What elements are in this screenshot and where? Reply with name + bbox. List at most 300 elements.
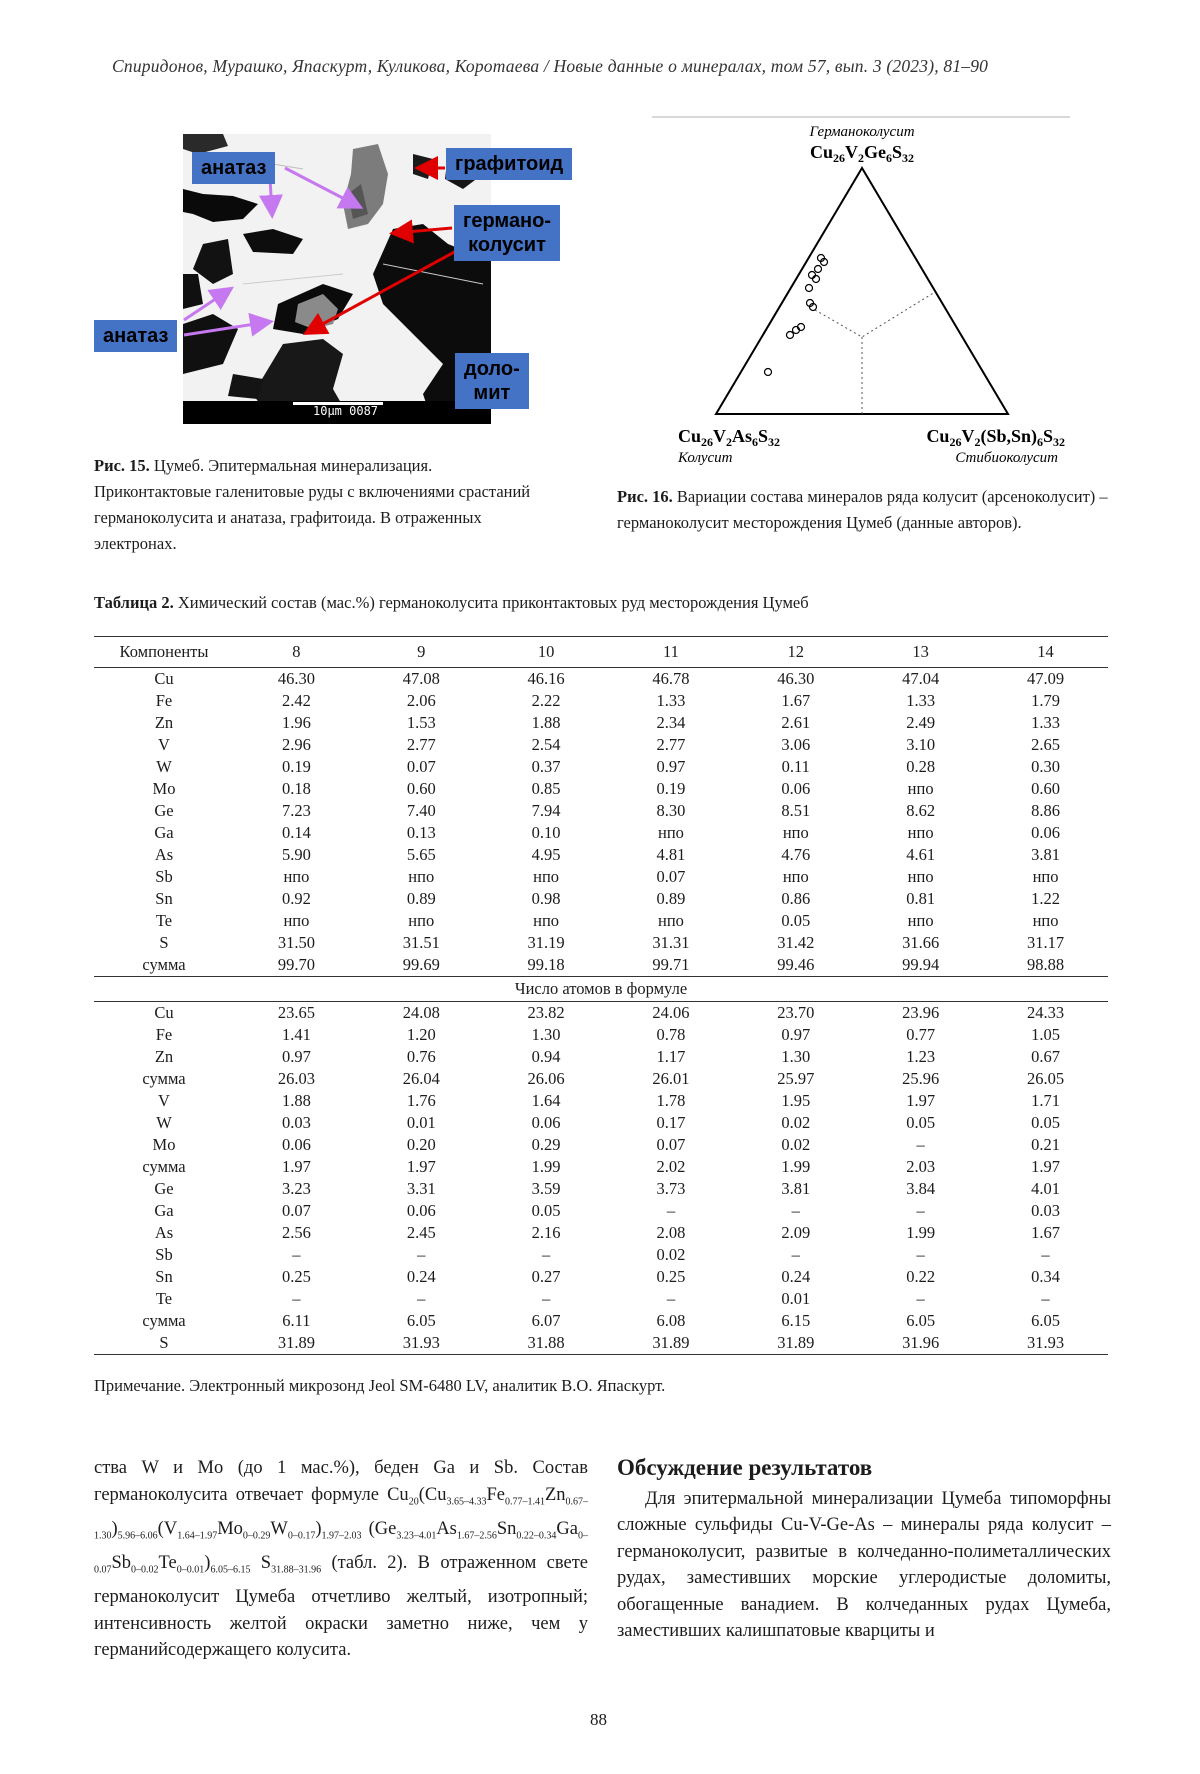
column-header: 11: [663, 642, 679, 661]
table-cell: 31.93: [983, 1332, 1108, 1355]
table-cell: 2.54: [531, 735, 561, 754]
label-dolomite: доло- мит: [455, 353, 529, 409]
table-cell: 2.09: [781, 1223, 811, 1242]
table-cell: 6.15: [781, 1311, 811, 1330]
table-cell: 31.88: [484, 1332, 609, 1355]
table-cell: 0.19: [656, 779, 686, 798]
table-cell: 2.34: [656, 713, 686, 732]
table-cell: 2.45: [406, 1223, 436, 1242]
row-label: сумма: [142, 1157, 186, 1176]
table-cell: 2.96: [281, 735, 311, 754]
vertex-left-name: Колусит: [678, 450, 733, 466]
row-label: S: [159, 933, 169, 952]
data-point: [813, 276, 820, 283]
table-cell: 1.99: [781, 1157, 811, 1176]
table-cell: 0.07: [281, 1201, 311, 1220]
table-row: [94, 1266, 1108, 1288]
table-cell: 2.49: [906, 713, 936, 732]
table-cell: 1.99: [531, 1157, 561, 1176]
table-cell: 99.70: [277, 955, 315, 974]
table-cell: 3.59: [531, 1179, 561, 1198]
table-cell: 8.86: [1031, 801, 1060, 820]
table-cell: 0.98: [531, 889, 561, 908]
table-cell: 1.76: [406, 1091, 436, 1110]
table-cell: 46.30: [277, 669, 315, 688]
table-cell: 31.51: [402, 933, 440, 952]
table-cell: 3.23: [281, 1179, 311, 1198]
row-label: Sn: [155, 1267, 173, 1286]
table-cell: 31.66: [902, 933, 940, 952]
table-cell: 1.41: [281, 1025, 311, 1044]
table-cell: 46.30: [777, 669, 815, 688]
table-cell: 0.02: [781, 1113, 811, 1132]
table-cell: 31.50: [277, 933, 315, 952]
table-cell: 4.61: [906, 845, 936, 864]
data-point: [806, 285, 813, 292]
table-row: [94, 778, 1108, 800]
table-cell: 7.40: [406, 801, 436, 820]
table-row: [94, 712, 1108, 734]
table-cell: 1.96: [281, 713, 311, 732]
table-row: [94, 668, 1108, 691]
table-cell: 0.06: [406, 1201, 436, 1220]
table-cell: нпо: [907, 779, 934, 798]
row-label: Fe: [155, 1025, 173, 1044]
table-cell: 0.21: [1031, 1135, 1060, 1154]
table-cell: 99.94: [902, 955, 940, 974]
row-label: W: [156, 1113, 172, 1132]
table-cell: 47.04: [902, 669, 940, 688]
label-germanocolusite: германо- колусит: [454, 205, 560, 261]
running-header: Спиридонов, Мурашко, Япаскурт, Куликова, Коротаева / Новые данные о минералах, том 57, вып. 3 (2023), 81–90: [112, 56, 989, 76]
scale-bar: 10μm 0087: [183, 401, 491, 424]
figure-16-ternary: [650, 112, 1080, 472]
row-label: Cu: [154, 669, 174, 688]
table-cell: 3.10: [906, 735, 936, 754]
table-cell: –: [916, 1201, 925, 1220]
column-header: 14: [1037, 642, 1054, 661]
row-label: Te: [155, 911, 173, 930]
row-label: Fe: [155, 691, 173, 710]
table-cell: 1.78: [656, 1091, 686, 1110]
table-cell: 0.60: [1031, 779, 1060, 798]
row-label: Mo: [152, 779, 176, 798]
table-cell: –: [1041, 1245, 1050, 1264]
table-cell: 25.96: [902, 1069, 940, 1088]
table-cell: 99.71: [652, 955, 690, 974]
table-cell: –: [666, 1201, 676, 1220]
row-label: W: [156, 757, 172, 776]
table-cell: 31.17: [1026, 933, 1065, 952]
table-cell: –: [417, 1289, 426, 1308]
table-cell: –: [417, 1245, 426, 1264]
table-cell: 0.17: [656, 1113, 686, 1132]
table-cell: 0.29: [531, 1135, 561, 1154]
table-cell: нпо: [907, 823, 934, 842]
table-cell: 0.03: [281, 1113, 311, 1132]
vertex-right-name: Стибиоколусит: [955, 450, 1058, 466]
table-cell: –: [791, 1201, 800, 1220]
table-cell: 1.05: [1031, 1025, 1060, 1044]
table-cell: 0.25: [281, 1267, 311, 1286]
row-label: Zn: [154, 713, 174, 732]
table-cell: 0.97: [281, 1047, 311, 1066]
vertex-left-formula: $Cu_{26}V_2As_6S_{32}$: [678, 426, 781, 449]
label-anatase-top: анатаз: [192, 152, 275, 184]
table-cell: 1.22: [1031, 889, 1060, 908]
table-row: [94, 1222, 1108, 1244]
table-cell: 0.24: [406, 1267, 436, 1286]
table-row: [94, 888, 1108, 910]
table-cell: –: [666, 1289, 676, 1308]
table-cell: 2.61: [781, 713, 811, 732]
table-cell: –: [916, 1135, 925, 1154]
table-cell: 0.60: [406, 779, 436, 798]
table-row: [94, 866, 1108, 888]
row-label: Ge: [154, 801, 174, 820]
body-text-right: Обсуждение результатов Для эпитермальной минерализации Цумеба типоморфны сложные сульфиды Cu-V-Ge-As – минералы ряда колусит – германоколусит, развитые в колчеданно-полиметаллических рудах, заместивших морские углеродистые доломиты, обогащенные ванадием. В колчеданных рудах Цумеба, заместивших калишпатовые кварциты и: [617, 1455, 1111, 1641]
table-cell: 7.94: [531, 801, 561, 820]
row-label: Ge: [154, 1179, 174, 1198]
table-subheader-row: [94, 977, 1108, 1002]
row-label: Cu: [154, 1003, 174, 1022]
table-cell: 0.81: [906, 889, 936, 908]
table-cell: нпо: [1032, 867, 1059, 886]
table-cell: 2.08: [656, 1223, 686, 1242]
table-cell: 0.06: [1031, 823, 1060, 842]
table-row: [94, 1046, 1108, 1068]
table-cell: 0.07: [656, 1135, 686, 1154]
row-label: сумма: [142, 955, 186, 974]
table-cell: 2.77: [656, 735, 686, 754]
row-label: сумма: [142, 1311, 186, 1330]
column-header: 8: [292, 642, 301, 661]
data-point: [815, 266, 822, 273]
table-row: [94, 1156, 1108, 1178]
table-subheader: Число атомов в формуле: [94, 977, 1108, 1002]
row-label: Sb: [155, 1245, 173, 1264]
table-cell: 31.42: [777, 933, 815, 952]
table-cell: 1.67: [1031, 1223, 1060, 1242]
table-cell: 0.02: [656, 1245, 686, 1264]
table-cell: нпо: [782, 823, 809, 842]
row-label: сумма: [142, 1069, 186, 1088]
table-cell: 1.64: [531, 1091, 561, 1110]
column-header: Компоненты: [119, 642, 209, 661]
table-cell: 26.06: [527, 1069, 565, 1088]
table-cell: 0.25: [656, 1267, 686, 1286]
table-cell: –: [541, 1245, 551, 1264]
table-note: Примечание. Электронный микрозонд Jeol SM-6480 LV, аналитик В.О. Япаскурт.: [94, 1376, 666, 1395]
table-cell: нпо: [408, 867, 435, 886]
data-point: [787, 332, 794, 339]
table-row: [94, 1200, 1108, 1222]
row-label: Sb: [155, 867, 173, 886]
table-cell: 0.27: [531, 1267, 561, 1286]
table-cell: 0.11: [781, 757, 810, 776]
table-cell: нпо: [533, 911, 560, 930]
table-cell: 2.02: [656, 1157, 686, 1176]
table-cell: –: [292, 1289, 301, 1308]
table-cell: 0.86: [781, 889, 811, 908]
table-row: [94, 1178, 1108, 1200]
column-header: 13: [912, 642, 929, 661]
table-cell: 31.89: [733, 1332, 858, 1355]
table-row: [94, 1244, 1108, 1266]
table-cell: 26.03: [277, 1069, 315, 1088]
table-cell: 1.99: [906, 1223, 936, 1242]
row-label: Ga: [154, 823, 174, 842]
table-cell: 23.70: [777, 1003, 815, 1022]
table-cell: 1.67: [781, 691, 811, 710]
table-cell: 1.30: [781, 1047, 811, 1066]
table-cell: 4.81: [656, 845, 686, 864]
table-cell: 0.07: [406, 757, 436, 776]
table-row: [94, 1068, 1108, 1090]
row-label: Zn: [154, 1047, 174, 1066]
table-cell: 0.02: [781, 1135, 811, 1154]
row-label: Ga: [154, 1201, 174, 1220]
table-cell: 99.46: [777, 955, 815, 974]
table-cell: нпо: [283, 867, 310, 886]
table-cell: 99.18: [527, 955, 565, 974]
table-cell: 6.11: [282, 1311, 311, 1330]
table-cell: 0.97: [781, 1025, 811, 1044]
table-cell: 6.05: [1031, 1311, 1060, 1330]
table-2: [94, 636, 1108, 1355]
table-cell: 3.73: [656, 1179, 686, 1198]
table-cell: 24.06: [652, 1003, 690, 1022]
table-cell: нпо: [1032, 911, 1059, 930]
column-header: 10: [537, 642, 555, 661]
table-cell: 0.89: [656, 889, 686, 908]
table-cell: 0.10: [531, 823, 561, 842]
table-cell: 0.14: [281, 823, 311, 842]
vertex-top-formula: $Cu_{26}V_2Ge_6S_{32}$: [809, 142, 915, 165]
table-cell: 5.65: [406, 845, 436, 864]
data-point: [809, 272, 816, 279]
table-cell: 0.24: [781, 1267, 811, 1286]
row-label: V: [158, 1091, 170, 1110]
vertex-right-formula: $Cu_{26}V_2(Sb,Sn)_6S_{32}$: [926, 426, 1065, 449]
table-cell: 0.05: [781, 911, 811, 930]
table-cell: 46.16: [527, 669, 565, 688]
table-cell: 0.20: [406, 1135, 436, 1154]
table-cell: 2.77: [406, 735, 436, 754]
table-cell: 2.03: [906, 1157, 936, 1176]
label-graphitoid: графитоид: [446, 148, 572, 180]
table-cell: 0.89: [406, 889, 436, 908]
table-cell: –: [916, 1245, 925, 1264]
table-cell: 23.65: [277, 1003, 315, 1022]
table-cell: 47.08: [402, 669, 440, 688]
table-cell: 3.31: [406, 1179, 436, 1198]
table-cell: 26.01: [652, 1069, 690, 1088]
vertex-top-name: Германоколусит: [809, 124, 915, 140]
table-cell: 4.01: [1031, 1179, 1060, 1198]
label-anatase-bottom: анатаз: [94, 320, 177, 352]
table-cell: 31.93: [359, 1332, 484, 1355]
table-cell: 1.33: [906, 691, 936, 710]
table-cell: 0.06: [781, 779, 811, 798]
table-cell: нпо: [408, 911, 435, 930]
table-cell: 0.06: [531, 1113, 561, 1132]
table-cell: 3.84: [906, 1179, 936, 1198]
table-row: [94, 1090, 1108, 1112]
table-cell: 0.76: [406, 1047, 436, 1066]
figure-15-caption: Рис. 15. Цумеб. Эпитермальная минерализация. Приконтактовые галенитовые руды с включениями срастаний германоколусита и анатаза, графитоида. В отраженных электронах.: [94, 456, 531, 553]
table-cell: 0.07: [656, 867, 686, 886]
table-row: [94, 756, 1108, 778]
table-cell: 8.62: [906, 801, 936, 820]
table-cell: 4.76: [781, 845, 811, 864]
table-cell: 0.13: [406, 823, 436, 842]
table-cell: 0.18: [281, 779, 311, 798]
table-cell: 5.90: [281, 845, 311, 864]
row-label: As: [154, 845, 174, 864]
table-cell: 2.16: [531, 1223, 561, 1242]
table-cell: 31.19: [527, 933, 565, 952]
table-cell: 3.06: [781, 735, 811, 754]
table-row: [94, 1002, 1108, 1025]
table-cell: нпо: [907, 911, 934, 930]
table-cell: 1.97: [906, 1091, 936, 1110]
row-label: S: [94, 1332, 234, 1355]
table-row: [94, 1332, 1108, 1355]
table-cell: 1.71: [1031, 1091, 1060, 1110]
table-row: [94, 1310, 1108, 1332]
table-row: [94, 1024, 1108, 1046]
table-cell: 25.97: [777, 1069, 815, 1088]
table-cell: 2.65: [1031, 735, 1060, 754]
table-cell: –: [791, 1245, 800, 1264]
table-cell: 0.34: [1031, 1267, 1060, 1286]
table-cell: 2.06: [406, 691, 436, 710]
table-cell: –: [541, 1289, 551, 1308]
table-cell: 2.42: [281, 691, 311, 710]
table-cell: 1.97: [281, 1157, 311, 1176]
row-label: Te: [155, 1289, 173, 1308]
table-cell: 23.82: [527, 1003, 565, 1022]
table-cell: нпо: [533, 867, 560, 886]
table-cell: 0.67: [1031, 1047, 1060, 1066]
table-cell: 4.95: [531, 845, 561, 864]
table-cell: 26.04: [402, 1069, 440, 1088]
table-cell: 0.03: [1031, 1201, 1060, 1220]
table-cell: 3.81: [781, 1179, 811, 1198]
table-cell: –: [916, 1289, 925, 1308]
table-cell: 1.17: [656, 1047, 686, 1066]
table-cell: 1.97: [1031, 1157, 1060, 1176]
row-label: Sn: [155, 889, 173, 908]
table-cell: 0.94: [531, 1047, 561, 1066]
table-cell: 23.96: [902, 1003, 940, 1022]
table-row: [94, 690, 1108, 712]
table-cell: 1.97: [406, 1157, 436, 1176]
table-cell: 24.08: [402, 1003, 440, 1022]
table-cell: нпо: [657, 911, 684, 930]
table-cell: 47.09: [1026, 669, 1065, 688]
table-cell: 0.22: [906, 1267, 936, 1286]
row-label: Mo: [152, 1135, 176, 1154]
table-cell: 1.20: [406, 1025, 436, 1044]
table-cell: 1.79: [1031, 691, 1060, 710]
table-cell: –: [292, 1245, 301, 1264]
table-row: [94, 822, 1108, 844]
table-row: [94, 1288, 1108, 1310]
table-cell: 1.33: [1031, 713, 1060, 732]
table-cell: 7.23: [281, 801, 311, 820]
table-row: [94, 734, 1108, 756]
table-cell: 31.89: [609, 1332, 734, 1355]
body-text-left: ства W и Mo (до 1 мас.%), беден Ga и Sb. Состав германоколусита отвечает формуле $Cu_{20}(Cu_{3.65-4.33}Fe_{0.77-1.41}Zn_{0.67-1.30})_{5.96-6.06}(V_{1.64-1.97}Mo_{0-0.29}W_{0-0.17})_{1.97-2.03}$ $(Ge_{3.23-4.01}As_{1.67-2.56}Sn_{0.22-0.34}Ga_{0-0.07}Sb_{0-0.02}Te_{0-0.01})_{6.05-6.15}$ $S_{31.88-31.96}$ (табл. 2). В отраженном свете германоколусит Цумеба отчетливо желтый, изотропный; интенсивность желтой окраски заметно ниже, чем у германийсодержащего колусита.: [94, 1458, 588, 1661]
section-title: Обсуждение результатов: [617, 1455, 873, 1480]
table-cell: 0.19: [281, 757, 311, 776]
table-cell: 8.30: [656, 801, 686, 820]
row-label: As: [154, 1223, 174, 1242]
table-cell: –: [1041, 1289, 1050, 1308]
table-cell: 1.30: [531, 1025, 561, 1044]
table-row: [94, 932, 1108, 954]
table-cell: 98.88: [1026, 955, 1065, 974]
table-cell: 31.96: [858, 1332, 983, 1355]
table-row: [94, 954, 1108, 977]
table-header-row: [94, 637, 1108, 668]
table-cell: 3.81: [1031, 845, 1060, 864]
table-cell: 24.33: [1026, 1003, 1065, 1022]
table-cell: 26.05: [1026, 1069, 1065, 1088]
table-cell: нпо: [283, 911, 310, 930]
formula: $Cu_{20}(Cu_{3.65-4.33}Fe_{0.77-1.41}Zn_{0.67-1.30})_{5.96-6.06}(V_{1.64-1.97}Mo_{0-0.29}W_{0-0.17})_{1.97-2.03}$ $(Ge_{3.23-4.01}As_{1.67-2.56}Sn_{0.22-0.34}Ga_{0-0.07}Sb_{0-0.02}Te_{0-0.01})_{6.05-6.15}$ $S_{31.88-31.96}$: [94, 1484, 588, 1576]
table-cell: 2.56: [281, 1223, 311, 1242]
table-cell: 8.51: [781, 801, 811, 820]
figure-16-caption: Рис. 16. Вариации состава минералов ряда колусит (арсеноколусит) – германоколусит месторождения Цумеб (данные авторов).: [617, 487, 1108, 532]
table-cell: нпо: [907, 867, 934, 886]
table-cell: 0.05: [906, 1113, 936, 1132]
table-cell: 1.88: [281, 1091, 311, 1110]
table-cell: 0.37: [531, 757, 561, 776]
table-cell: нпо: [782, 867, 809, 886]
table-cell: 0.06: [281, 1135, 311, 1154]
table-cell: 0.77: [906, 1025, 936, 1044]
table-cell: 0.85: [531, 779, 561, 798]
table-cell: 1.95: [781, 1091, 811, 1110]
table-cell: 0.97: [656, 757, 686, 776]
column-header: 12: [787, 642, 805, 661]
table-row: [94, 844, 1108, 866]
table-cell: 2.22: [531, 691, 561, 710]
table-cell: 6.05: [406, 1311, 436, 1330]
table-cell: нпо: [657, 823, 684, 842]
table-cell: 0.92: [281, 889, 311, 908]
table-cell: 0.78: [656, 1025, 686, 1044]
table-cell: 0.01: [406, 1113, 436, 1132]
table-cell: 99.69: [402, 955, 440, 974]
table-cell: 6.07: [531, 1311, 561, 1330]
table-2-title: Таблица 2. Химический состав (мас.%) германоколусита приконтактовых руд месторождения Цумеб: [94, 593, 809, 612]
table-cell: 1.88: [531, 713, 561, 732]
table-cell: 0.28: [906, 757, 936, 776]
table-row: [94, 1112, 1108, 1134]
table-cell: 6.08: [656, 1311, 686, 1330]
table-cell: 1.23: [906, 1047, 936, 1066]
table-cell: 0.05: [1031, 1113, 1060, 1132]
column-header: 9: [417, 642, 426, 661]
row-label: V: [158, 735, 170, 754]
table-cell: 0.01: [781, 1289, 811, 1308]
table-cell: 1.33: [656, 691, 686, 710]
data-point: [765, 369, 772, 376]
